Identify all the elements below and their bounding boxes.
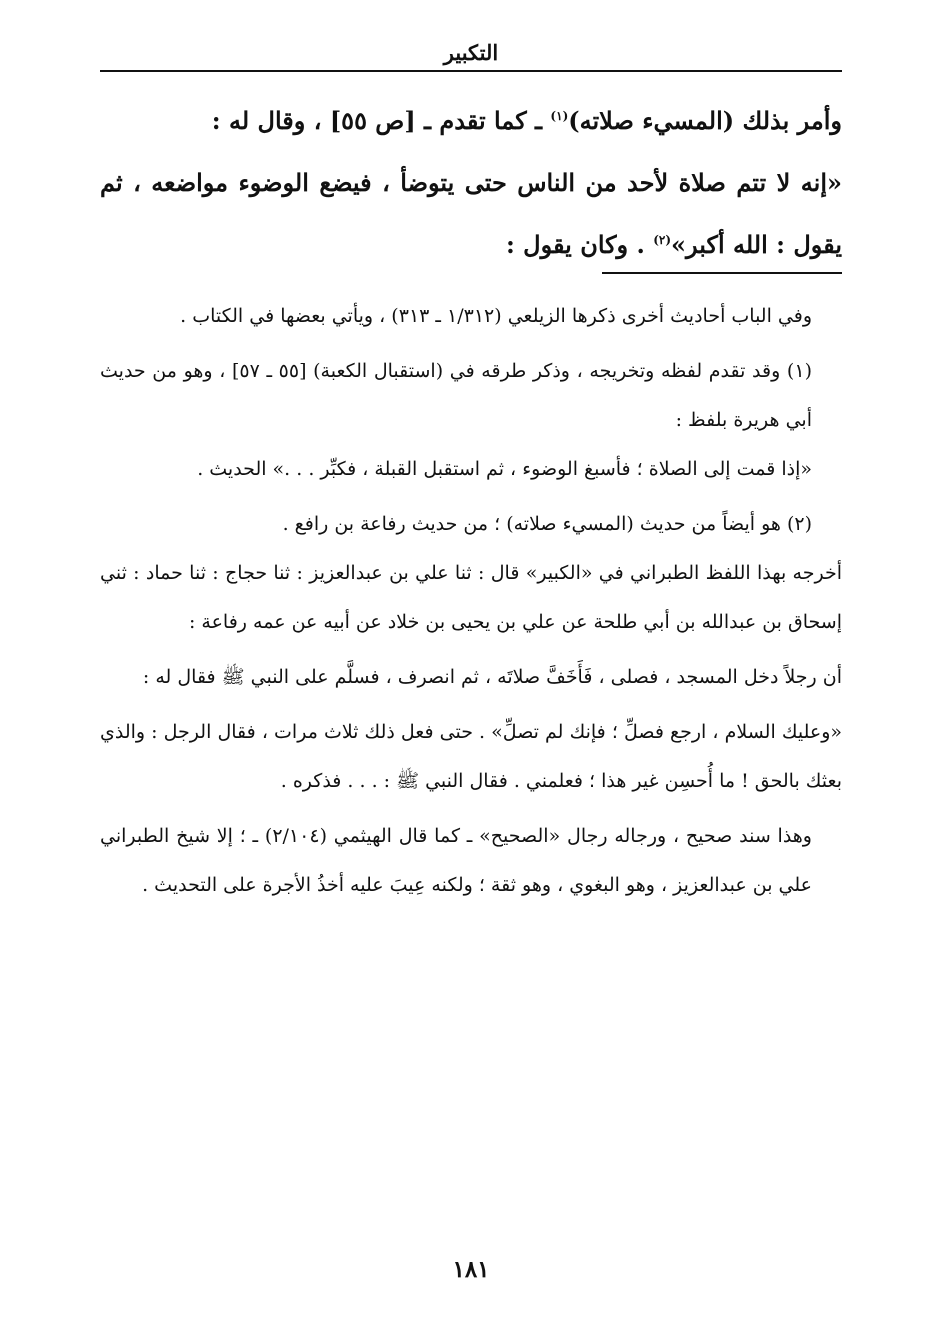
footnote-divider	[602, 272, 842, 274]
footnote-1-quote: «إذا قمت إلى الصلاة ؛ فأسبغ الوضوء ، ثم استقبل القبلة ، فكبِّر . . .» الحديث .	[197, 458, 812, 480]
running-header-title: التكبير	[443, 40, 499, 65]
header-divider	[100, 70, 842, 72]
main-paragraph-1-text-a: وأمر بذلك (المسيء صلاته)	[568, 106, 842, 135]
footnotes-section	[100, 292, 842, 916]
main-quote-text-a: «إنه لا تتم صلاة لأحد من الناس حتى يتوضأ ، فيضع الوضوء مواضعه ، ثم يقول : الله أكبر»	[100, 168, 842, 259]
footnote-2-paragraph-1: أخرجه بهذا اللفظ الطبراني في «الكبير» قال : ثنا علي بن عبدالعزيز : ثنا حجاج : ثنا حماد : ثني إسحاق بن عبدالله بن أبي طلحة عن علي بن يحيى بن خلاد عن أبيه عن عمه رفاعة :	[100, 562, 842, 633]
main-text	[100, 90, 842, 276]
footnote-2-paragraph-4: وهذا سند صحيح ، ورجاله رجال «الصحيح» ـ كما قال الهيثمي (٢/١٠٤) ـ ؛ إلا شيخ الطبراني علي بن عبدالعزيز ، وهو البغوي ، وهو ثقة ؛ ولكنه عِيبَ عليه أخذُ الأجرة على التحديث .	[100, 825, 812, 896]
main-quote-text-b: . وكان يقول :	[505, 230, 654, 259]
page-number: ١٨١	[452, 1256, 490, 1283]
footnote-1: (١) وقد تقدم لفظه وتخريجه ، وذكر طرقه في (استقبال الكعبة) [٥٥ ـ ٥٧] ، وهو من حديث أبي هريرة بلفظ :	[100, 360, 812, 431]
main-paragraph-1	[100, 90, 842, 152]
footnote-ref-1: (١)	[550, 109, 569, 123]
footnote-preamble: وفي الباب أحاديث أخرى ذكرها الزيلعي (١/٣١٢ ـ ٣١٣) ، ويأتي بعضها في الكتاب .	[180, 305, 812, 327]
footnote-2-paragraph-3: «وعليك السلام ، ارجع فصلِّ ؛ فإنك لم تصلِّ» . حتى فعل ذلك ثلاث مرات ، فقال الرجل : والذي بعثك بالحق ! ما أُحسِن غير هذا ؛ فعلمني . فقال النبي ﷺ : . . . فذكره .	[100, 721, 842, 792]
main-paragraph-1-text-b: ـ كما تقدم ـ [ص ٥٥] ، وقال له :	[211, 106, 551, 135]
footnote-ref-2: (٢)	[653, 233, 672, 247]
footnote-2: (٢) هو أيضاً من حديث (المسيء صلاته) ؛ من حديث رفاعة بن رافع .	[282, 513, 812, 535]
footnote-2-paragraph-2: أن رجلاً دخل المسجد ، فصلى ، فَأَخَفَّ صلاتَه ، ثم انصرف ، فسلَّم على النبي ﷺ فقال له :	[142, 666, 842, 688]
book-page	[100, 30, 842, 1320]
main-quote	[100, 152, 842, 276]
